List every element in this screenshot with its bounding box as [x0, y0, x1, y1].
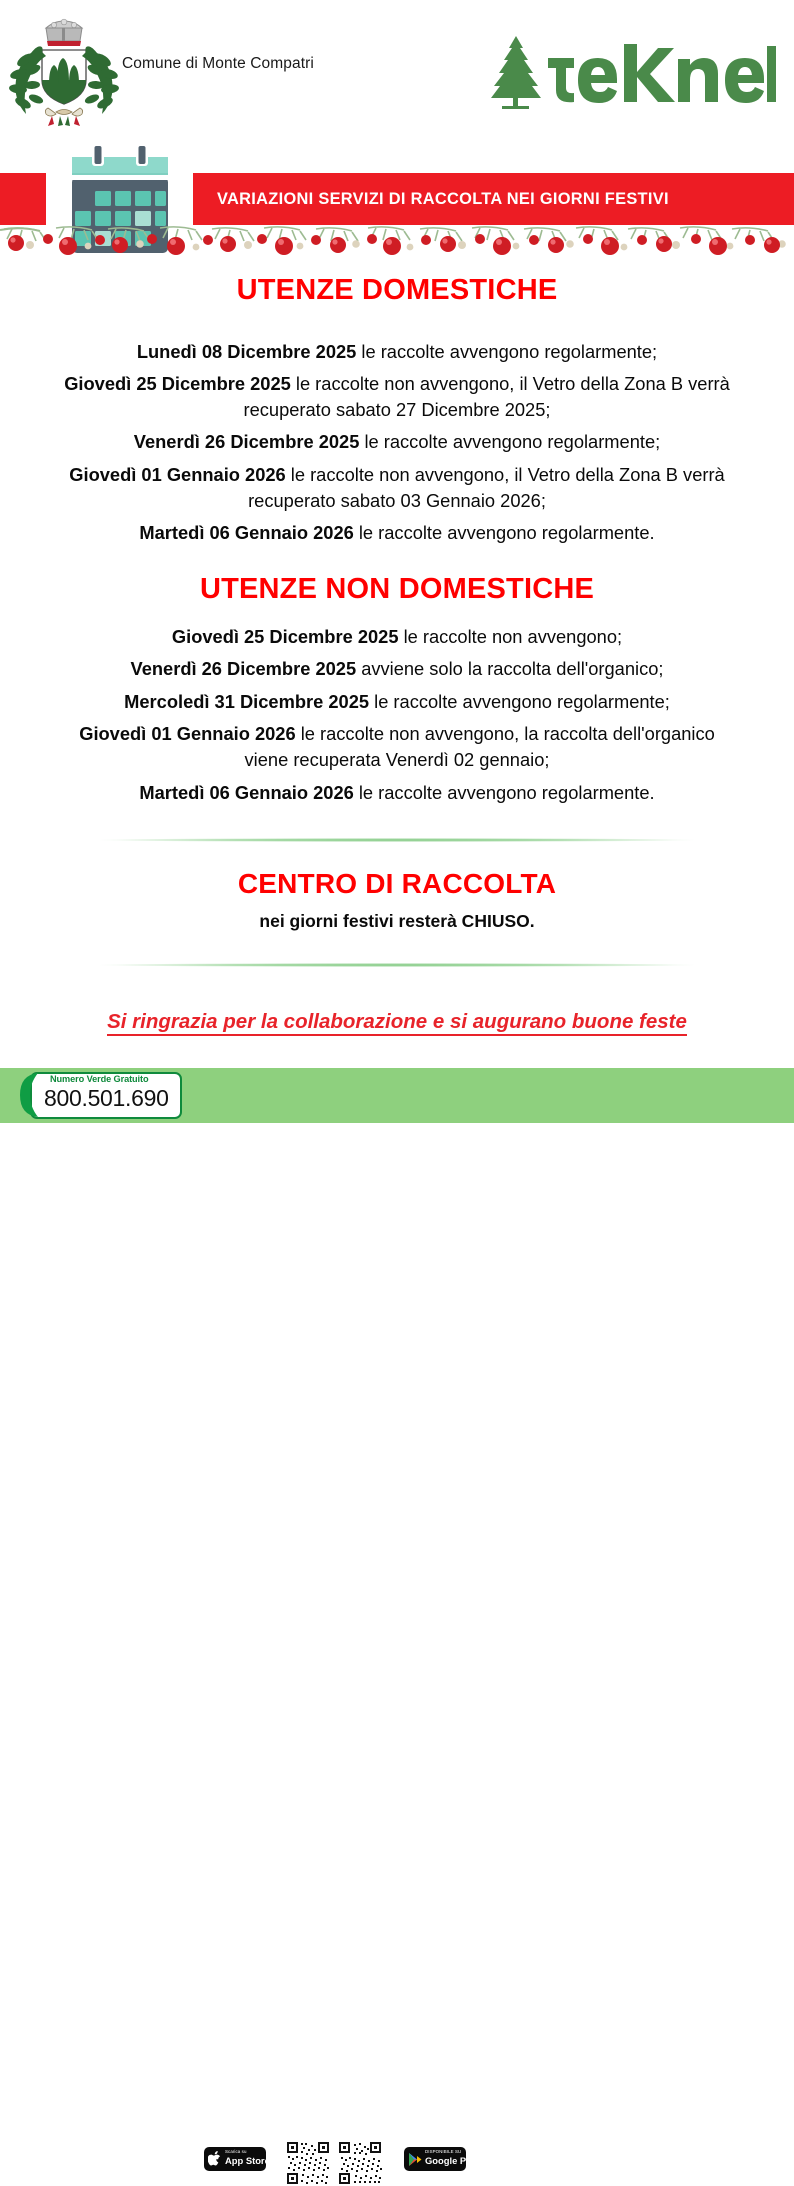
google-play-badge[interactable]	[404, 2147, 480, 2171]
list-item	[0, 426, 794, 459]
section-heading-utenze-domestiche: UTENZE DOMESTICHE	[236, 274, 558, 306]
page-footer	[0, 1068, 794, 2183]
tekneko-pine-tree-logo-icon	[478, 32, 778, 110]
christmas-garland-border-icon	[0, 221, 794, 265]
google-play-badge-label: Google Play	[425, 2155, 480, 2166]
list-item-date: Giovedì 25 Dicembre 2025	[64, 373, 291, 395]
app-store-badge-label: App Store	[225, 2155, 270, 2166]
monte-compatri-coat-of-arms-icon	[8, 8, 120, 128]
divider-top	[97, 838, 697, 842]
list-item	[0, 718, 794, 776]
banner-title: VARIAZIONI SERVIZI DI RACCOLTA NEI GIORNI FESTIVI	[217, 189, 669, 208]
list-item	[0, 517, 794, 550]
list-item-date: Venerdì 26 Dicembre 2025	[130, 658, 357, 680]
banner-zone	[0, 135, 794, 265]
list-item-date: Venerdì 26 Dicembre 2025	[133, 431, 360, 453]
list-item-date: Giovedì 25 Dicembre 2025	[171, 625, 399, 647]
list-item-date: Giovedì 01 Gennaio 2026	[79, 723, 296, 745]
comune-name-label: Comune di Monte Compatri	[122, 55, 314, 72]
list-item-text: le raccolte non avvengono, il Vetro della Zona B verrà recuperato sabato 03 Gennaio 2026;	[248, 463, 725, 511]
contact-email[interactable]	[468, 2141, 788, 2163]
section-heading-utenze-non-domestiche: UTENZE NON DOMESTICHE	[199, 573, 595, 605]
list-item-text: le raccolte non avvengono;	[398, 625, 623, 647]
thanks-text: Si ringrazia per la collaborazione e si augurano buone feste	[107, 1010, 687, 1036]
list-item-text: le raccolte avvengono regolarmente;	[369, 690, 670, 712]
divider-bottom	[97, 963, 697, 967]
apple-icon	[208, 2151, 222, 2167]
list-item	[0, 776, 794, 809]
app-store-badge[interactable]	[204, 2147, 270, 2171]
app-store-badge-small: Scarica su	[225, 2149, 247, 2154]
list-item	[0, 458, 794, 516]
list-item-text: le raccolte non avvengono, il Vetro della Zona B verrà recuperato sabato 27 Dicembre 2025;	[243, 373, 730, 420]
toll-free-number: 800.501.690	[44, 1085, 169, 1111]
contact-email-text: montecompatri@tekneko.com	[504, 2141, 752, 2162]
list-item	[0, 620, 794, 653]
utenze-domestiche-list	[0, 335, 794, 549]
list-item-date: Lunedì 08 Dicembre 2025	[136, 340, 357, 362]
google-play-badge-small: DISPONIBILE SU	[425, 2149, 462, 2154]
toll-free-caption: Numero Verde Gratuito	[50, 1074, 149, 1084]
list-item	[0, 368, 794, 426]
list-item	[0, 685, 794, 718]
list-item-text: le raccolte avvengono regolarmente;	[359, 431, 661, 453]
list-item-date: Martedì 06 Gennaio 2026	[139, 781, 354, 803]
list-item-date: Giovedì 01 Gennaio 2026	[69, 463, 286, 485]
list-item	[0, 335, 794, 368]
list-item-text: le raccolte non avvengono, la raccolta dell'organico viene recuperata Venerdì 02 gennaio;	[244, 723, 715, 770]
list-item-date: Martedì 06 Gennaio 2026	[139, 522, 354, 544]
list-item-text: avviene solo la raccolta dell'organico;	[356, 658, 664, 680]
thanks-message	[0, 1010, 794, 1034]
utenze-non-domestiche-list	[0, 620, 794, 809]
section-heading-centro-di-raccolta: CENTRO DI RACCOLTA	[237, 868, 557, 899]
google-play-icon	[408, 2152, 422, 2167]
contact-website[interactable]: www.tekneko.it	[567, 2163, 689, 2183]
list-item-text: le raccolte avvengono regolarmente;	[356, 340, 658, 362]
qr-code-icon[interactable]	[285, 2140, 331, 2186]
list-item-text: le raccolte avvengono regolarmente.	[353, 781, 655, 803]
page-header	[0, 0, 794, 135]
qr-code-icon[interactable]	[337, 2140, 383, 2186]
banner-red-block-left	[0, 173, 46, 225]
centro-di-raccolta-subtitle: nei giorni festivi resterà CHIUSO.	[259, 911, 535, 931]
list-item	[0, 653, 794, 686]
list-item-date: Mercoledì 31 Dicembre 2025	[124, 690, 370, 712]
list-item-text: le raccolte avvengono regolarmente.	[353, 522, 655, 544]
phone-handset-icon	[16, 1071, 42, 1119]
